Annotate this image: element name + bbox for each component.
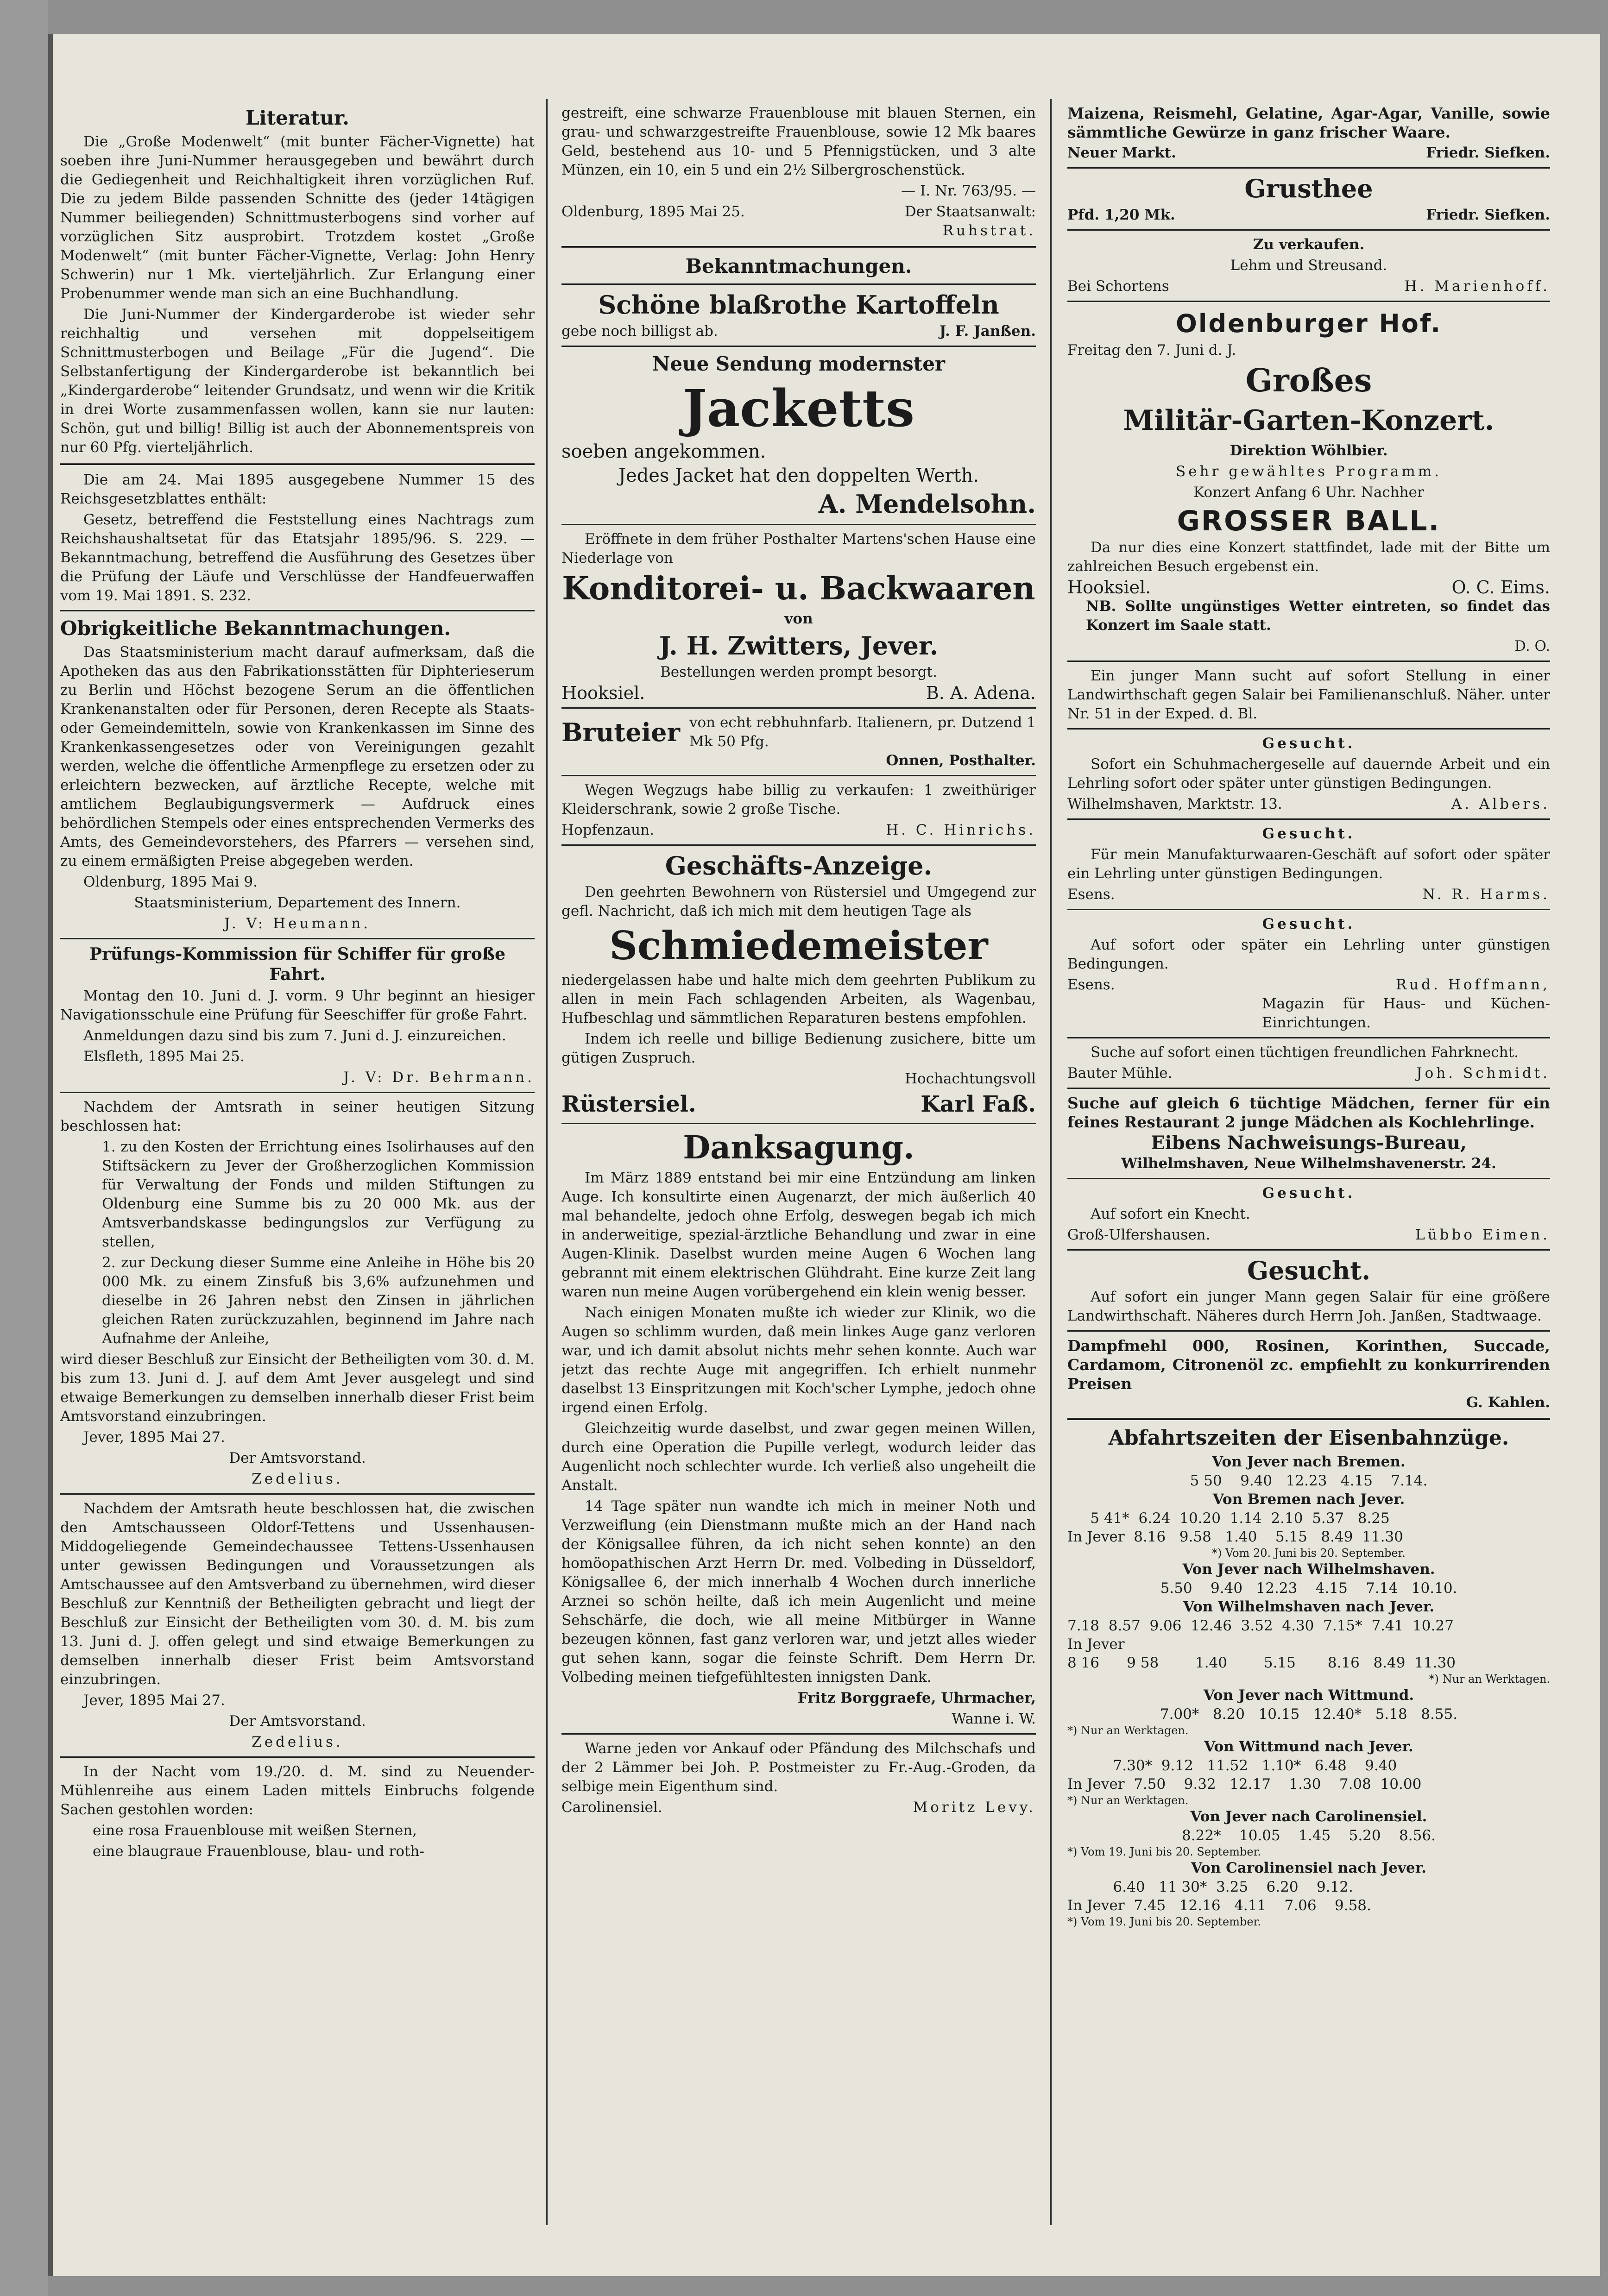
divider — [561, 844, 1036, 846]
divider — [561, 1733, 1036, 1735]
divider — [1067, 229, 1550, 231]
hotel-ad-ball: GROSSER BALL. — [1177, 505, 1441, 537]
farmhand-name: Joh. Schmidt. — [1416, 1065, 1550, 1082]
divider — [1067, 728, 1550, 730]
notice-date: Oldenburg, 1895 Mai 9. — [83, 874, 258, 890]
divider — [1067, 1249, 1550, 1251]
notice-signature: Zedelius. — [252, 1734, 343, 1750]
tea-ad-row — [1067, 206, 1550, 225]
timetable-times: 5.50 9.40 12.23 4.15 7.14 10.10. — [1160, 1580, 1457, 1597]
warning-name: Moritz Levy. — [913, 1799, 1036, 1816]
timetable-times: 7.30* 9.12 11.52 1.10* 6.48 9.40 — [1067, 1757, 1397, 1774]
wanted-place: Groß-Ulfershausen. — [1067, 1227, 1211, 1243]
timetable-heading: Abfahrtszeiten der Eisenbahnzüge. — [1108, 1426, 1509, 1450]
exam-notice-text: Anmeldungen dazu sind bis zum 7. Juni d. J. einzureichen. — [83, 1027, 506, 1044]
divider — [561, 346, 1036, 347]
wanted-name: Rud. Hoffmann, — [1395, 976, 1550, 993]
wanted-heading: Gesucht. — [1262, 825, 1356, 842]
reichsgesetzblatt-notice: Die am 24. Mai 1895 ausgegebene Nummer 15 des Reichsgesetzblattes enthält: — [60, 472, 535, 507]
jacket-ad-text: Jedes Jacket hat den doppelten Werth. — [618, 465, 979, 486]
thanks-text: Nach einigen Monaten mußte ich wieder zur Klinik, wo die Augen so schlimm wurden, daß mein linkes Auge ganz verloren war, und ich damit absolut nichts mehr sehen konnte. Auch war jetzt das rechte Auge mit angegriffen. Ich erhielt nunmehr daselbst 13 Einspritzungen mit Koch'scher Lymphe, jedoch ohne irgend einen Erfolg. — [561, 1304, 1036, 1416]
divider — [561, 283, 1036, 285]
for-sale-name: H. Marienhoff. — [1404, 278, 1550, 295]
hotel-ad-heading: Oldenburger Hof. — [1176, 309, 1442, 338]
scan-gutter — [0, 0, 48, 2296]
tea-ad-title: Grusthee — [1244, 174, 1373, 203]
divider — [1067, 1418, 1550, 1420]
wanted-place: Wilhelmshaven, Marktstr. 13. — [1067, 796, 1282, 812]
konditorei-ad-agent: B. A. Adena. — [926, 683, 1036, 703]
wanted-text: Auf sofort ein junger Mann gegen Salair für eine größere Landwirthschaft. Näheres durch Herrn Joh. Janßen, Stadtwaage. — [1067, 1289, 1550, 1324]
farmhand-row — [1067, 1064, 1550, 1083]
literature-heading: Literatur. — [246, 107, 349, 129]
wanted-name: Lübbo Eimen. — [1415, 1227, 1550, 1243]
timetable-note: *) Nur an Werktagen. — [1429, 1673, 1550, 1686]
timetable-route: Von Jever nach Wittmund. — [1203, 1687, 1414, 1704]
timetable-route: Von Carolinensiel nach Jever. — [1191, 1860, 1427, 1876]
notice-date: Jever, 1895 Mai 27. — [83, 1692, 225, 1709]
divider — [1067, 1178, 1550, 1179]
timetable-route: Von Jever nach Bremen. — [1212, 1453, 1406, 1470]
timetable-route: Von Bremen nach Jever. — [1212, 1491, 1405, 1508]
timetable-note: *) Vom 20. Juni bis 20. September. — [1211, 1547, 1406, 1560]
timetable-times: In Jever 7.50 9.32 12.17 1.30 7.08 10.00 — [1067, 1776, 1422, 1793]
divider — [1067, 1330, 1550, 1332]
theft-item: eine blaugraue Frauenblouse, blau- und roth- — [93, 1843, 424, 1860]
theft-notice-continued: gestreift, eine schwarze Frauenblouse mit blauen Sternen, ein grau- und schwarzgestreifte Frauenblouse, sowie 12 Mk baares Geld, bestehend aus 10- und 5 Pfennigstücken, und 3 alte Münzen, ein 10, ein 5 und ein 2½ Silbergroschenstück. — [561, 105, 1036, 178]
business-ad-text: niedergelassen habe und halte mich dem geehrten Publikum zu allen in mein Fach schlagenden Arbeiten, als Wagenbau, Hufbeschlag und sämmtlichen Reparaturen bestens empfohlen. — [561, 972, 1036, 1026]
amtsrath-notice-text: wird dieser Beschluß zur Einsicht der Betheiligten vom 30. d. M. bis zum 13. Juni d. J. auf dem Amt Jever ausgelegt und sind etwaige Bemerkungen zu demselben innerhalb dieser Frist beim Amtsvorstand einzubringen. — [60, 1351, 535, 1425]
divider — [60, 1493, 535, 1495]
hotel-ad-name: O. C. Eims. — [1451, 577, 1550, 598]
amtsrath-item: 1. zu den Kosten der Errichtung eines Isolirhauses auf den Stiftsäckern zu Jever der Großherzoglichen Kommission für Verwaltung der Fonds und milden Stiftungen zu Oldenburg eine Summe bis zu 20 000 Mk. aus der Amtsverbandskasse bedingungslos zur Verfügung zu stellen, — [102, 1139, 535, 1250]
notice-signature: Zedelius. — [252, 1471, 343, 1487]
farmhand-place: Bauter Mühle. — [1067, 1065, 1173, 1082]
notice-date: Elsfleth, 1895 Mai 25. — [83, 1048, 245, 1065]
farmhand-wanted-text: Suche auf sofort einen tüchtigen freundlichen Fahrknecht. — [1091, 1044, 1519, 1061]
wanted-name: N. R. Harms. — [1422, 886, 1550, 903]
wanted-big-heading: Gesucht. — [1247, 1256, 1371, 1285]
hotel-ad-note: NB. Sollte ungünstiges Wetter eintreten, so findet das Konzert im Saale statt. — [1086, 598, 1550, 634]
reichsgesetzblatt-contents: Gesetz, betreffend die Feststellung eines Nachtrags zum Reichshaushaltsetat für das Etatsjahr 1895/96. S. 229. — Bekanntmachung, betreffend die Ausführung des Gesetzes über die Prüfung der Läufe und Verschlüsse der Handfeuerwaffen vom 19. Mai 1891. S. 232. — [60, 511, 535, 604]
hotel-ad-place: Hooksiel. — [1067, 577, 1151, 598]
thanks-heading: Danksagung. — [683, 1129, 914, 1166]
spice-ad-text: Maizena, Reismehl, Gelatine, Agar-Agar, Vanille, sowie sämmtliche Gewürze in ganz frischer Waare. — [1067, 104, 1550, 141]
notice-signature: Ruhstrat. — [942, 222, 1036, 239]
for-sale-text: Lehm und Streusand. — [1230, 257, 1387, 274]
divider — [60, 463, 535, 465]
column-middle — [561, 104, 1036, 2216]
timetable-times: In Jever — [1067, 1636, 1125, 1653]
column-right — [1067, 104, 1550, 2216]
timetable-route: Von Jever nach Wilhelmshaven. — [1182, 1561, 1435, 1578]
divider — [561, 1123, 1036, 1124]
divider — [561, 775, 1036, 776]
notice-signature: Staatsministerium, Departement des Innern. — [134, 894, 461, 911]
notice-signature: J. V: Heumann. — [224, 915, 371, 932]
business-ad-name: Karl Faß. — [921, 1091, 1036, 1117]
bruteier-ad-title: Bruteier — [561, 717, 680, 747]
tea-ad-name: Friedr. Siefken. — [1426, 207, 1550, 223]
hotel-ad-initials: D. O. — [1514, 638, 1550, 654]
timetable-times: In Jever 7.45 12.16 4.11 7.06 9.58. — [1067, 1897, 1371, 1914]
business-ad-text: Indem ich reelle und billige Bedienung zusichere, bitte um gütigen Zuspruch. — [561, 1031, 1036, 1066]
konditorei-ad-title: Konditorei- u. Backwaaren — [562, 570, 1035, 607]
bruteier-ad — [561, 713, 1036, 751]
divider — [60, 1756, 535, 1758]
thanks-text: Im März 1889 entstand bei mir eine Entzündung am linken Auge. Ich konsultirte einen Augenarzt, der mich äußerlich 40 mal behandelte, jedoch ohne Erfolg, deswegen begab ich mich in anderweitige, spezial-ärztliche Behandlung und zwar in eine Augen-Klinik. Daselbst wurden meine Augen 6 Wochen lang gebrannt mit einem elektrischen Glühdraht. Eine kurze Zeit lang waren nun meine Augen vorübergehend ein klein wenig besser. — [561, 1170, 1036, 1300]
konditorei-ad-row — [561, 684, 1036, 703]
amtsrath-notice-text: Nachdem der Amtsrath heute beschlossen hat, die zwischen den Amtschausseen Oldorf-Tettens und Ussenhausen-Middogeliegende Gemeindechaussee Tettens-Ussenhausen unter gewissen Bedingungen und Voraussetzungen als Amtschaussee auf den Amtsverband zu übernehmen, wird dieser Beschluß zur Kenntniß der Betheiligten gebracht und liegt der Beschluß zur Einsicht der Betheiligten vom 30. d. M. bis zum 13. Juni d. J. offen gelegt und sind etwaige Bemerkungen zu demselben innerhalb dieser Frist beim Amtsvorstand einzubringen. — [60, 1500, 535, 1688]
warning-text: Warne jeden vor Ankauf oder Pfändung des Milchschafs und der 2 Lämmer bei Joh. P. Postmeister zu Fr.-Aug.-Groden, da selbige mein Eigenthum sind. — [561, 1740, 1036, 1795]
timetable-route: Von Jever nach Carolinensiel. — [1190, 1808, 1427, 1825]
timetable-times: 5 41* 6.24 10.20 1.14 2.10 5.37 8.25 — [1067, 1510, 1390, 1527]
for-sale-place: Bei Schortens — [1067, 278, 1169, 295]
notice-date: Jever, 1895 Mai 27. — [83, 1429, 225, 1446]
maids-wanted-text: Suche auf gleich 6 tüchtige Mädchen, ferner für ein feines Restaurant 2 junge Mädchen als Kochlehrlinge. — [1067, 1094, 1550, 1131]
timetable — [1067, 1453, 1550, 1929]
divider — [561, 246, 1036, 248]
potato-ad-name: J. F. Janßen. — [939, 323, 1036, 340]
timetable-route: Von Wittmund nach Jever. — [1204, 1738, 1413, 1755]
wanted-row — [1067, 1226, 1550, 1245]
timetable-times: 5 50 9.40 12.23 4.15 7.14. — [1190, 1472, 1428, 1489]
divider — [1067, 1088, 1550, 1089]
hotel-ad-program: Sehr gewähltes Programm. — [1175, 463, 1442, 480]
potato-ad-row — [561, 322, 1036, 341]
business-ad-closing: Hochachtungsvoll — [905, 1070, 1036, 1087]
divider — [1067, 909, 1550, 910]
notice-signature: Der Amtsvorstand. — [229, 1450, 366, 1466]
wanted-row — [1067, 975, 1550, 994]
wanted-business: Magazin für Haus- und Küchen-Einrichtungen. — [1262, 995, 1550, 1031]
wanted-text: Auf sofort oder später ein Lehrling unter günstigen Bedingungen. — [1067, 937, 1550, 972]
amtsrath-item: 2. zur Deckung dieser Summe eine Anleihe in Höhe bis 20 000 Mk. zu einem Zinsfuß bis 3,6% aufzunehmen und dieselbe in 26 Jahren nebst den Zinsen in jährlichen gleichen Raten zurückzuzahlen, beginnend im Jahre nach Aufnahme der Anleihe, — [102, 1254, 535, 1347]
jacket-ad-intro: Neue Sendung modernster — [652, 352, 946, 375]
thanks-text: 14 Tage später nun wandte ich mich in meiner Noth und Verzweiflung (ein Dienstmann mußte mich an der Hand nach der Königsallee führen, da ich nicht sehen konnte) an den homöopathischen Arzt Herrn Dr. med. Volbeding in Düsseldorf, Königsallee 6, der mich innerhalb 4 Wochen durch innerliche Arznei so schön heilte, daß ich mein Augenlicht und meine Sehschärfe, die doch, wie all meine Mitbürger in Wanne bezeugen können, fast ganz verloren war, und jetzt alles wieder gut sehen kann, sogar die feinste Schrift. Dem Herrn Dr. Volbeding meinen tiefgefühltesten innigsten Dank. — [561, 1498, 1036, 1686]
wanted-text: Auf sofort ein Knecht. — [1091, 1206, 1250, 1222]
divider — [561, 707, 1036, 709]
timetable-route: Von Wilhelmshaven nach Jever. — [1183, 1598, 1435, 1615]
wanted-place: Esens. — [1067, 886, 1115, 903]
divider — [60, 1092, 535, 1093]
flour-ad-name: G. Kahlen. — [1466, 1394, 1550, 1411]
bruteier-ad-name: Onnen, Posthalter. — [886, 752, 1036, 769]
timetable-note: *) Nur an Werktagen. — [1067, 1794, 1189, 1807]
thanks-signature: Fritz Borggraefe, Uhrmacher, — [797, 1690, 1036, 1706]
konditorei-ad-text: Bestellungen werden prompt besorgt. — [660, 664, 937, 680]
jacket-ad-title: Jacketts — [682, 378, 915, 438]
for-sale-heading: Zu verkaufen. — [1253, 236, 1365, 253]
wegzug-ad-name: H. C. Hinrichs. — [886, 822, 1036, 838]
exam-commission-heading: Prüfungs-Kommission für Schiffer für große Fahrt. — [89, 944, 506, 984]
business-ad-place: Rüstersiel. — [561, 1091, 696, 1117]
business-ad-text: Den geehrten Bewohnern von Rüstersiel und Umgegend zur gefl. Nachricht, daß ich mich mit dem heutigen Tage als — [561, 884, 1036, 919]
bureau-name: Eibens Nachweisungs-Bureau, — [1151, 1132, 1467, 1154]
timetable-times: In Jever 8.16 9.58 1.40 5.15 8.49 11.30 — [1067, 1529, 1403, 1545]
tea-ad-price: Pfd. 1,20 Mk. — [1067, 207, 1175, 223]
konditorei-ad-place: Hooksiel. — [561, 683, 645, 703]
theft-notice-text: In der Nacht vom 19./20. d. M. sind zu Neuender-Mühlenreihe aus einem Laden mittels Einbruchs folgende Sachen gestohlen worden: — [60, 1763, 535, 1818]
divider — [1067, 301, 1550, 302]
bruteier-ad-text: von echt rebhuhnfarb. Italienern, pr. Dutzend 1 Mk 50 Pfg. — [689, 714, 1036, 750]
jacket-ad-text: soeben angekommen. — [561, 441, 766, 462]
hotel-ad-text: Da nur dies eine Konzert stattfindet, lade mit der Bitte um zahlreichen Besuch ergebenst ein. — [1067, 539, 1550, 575]
business-ad-title: Schmiedemeister — [609, 923, 988, 969]
hotel-ad-concert-title: Militär-Garten-Konzert. — [1123, 404, 1494, 437]
spice-ad-row — [1067, 144, 1550, 163]
theft-item: eine rosa Frauenblouse mit weißen Sternen, — [93, 1822, 417, 1839]
thanks-text: Gleichzeitig wurde daselbst, und zwar gegen meinen Willen, durch eine Operation die Pupille verlegt, wodurch leider das Augenlicht noch schlechter wurde. Ich verließ also ungeheilt die Anstalt. — [561, 1420, 1036, 1494]
for-sale-row — [1067, 277, 1550, 296]
warning-place: Carolinensiel. — [561, 1799, 662, 1816]
wanted-heading: Gesucht. — [1262, 1185, 1356, 1201]
literature-paragraph: Die Juni-Nummer der Kindergarderobe ist wieder sehr reichhaltig und versehen mit doppelseitigem Schnittmusterbogen und Beilage „Für die Jugend“. Die Selbstanfertigung der Kindergarderobe ist bekanntlich bei „Kindergarderobe“ leitender Grundsatz, und wenn wir die Kritik in drei Worte zusammenfassen wollen, kann sie nur lauten: Schön, gut und billig! Billig ist auch der Abonnementspreis von nur 60 Pfg. vierteljährlich. — [60, 306, 535, 456]
spice-ad-place: Neuer Markt. — [1067, 145, 1176, 161]
literature-paragraph: Die „Große Modenwelt“ (mit bunter Fächer-Vignette) hat soeben ihre Juni-Nummer herausgegeben und bewährt durch die Gediegenheit und Reichhaltigkeit ihren vorzüglichen Ruf. Die zu jedem Bilde passenden Schnitte des (jeder 14tägigen Nummer beiliegenden) Schnittmusterbogens sind vorher auf vorzüglichen Sitz ausprobirt. Trotzdem kostet „Große Modenwelt“ (mit bunter Fächer-Vignette, Verlag: John Henry Schwerin) nur 1 Mk. vierteljährlich. Zur Erlangung einer Probenummer wende man sich an eine Buchhandlung. — [60, 133, 535, 302]
timetable-note: *) Vom 19. Juni bis 20. September. — [1067, 1845, 1261, 1858]
wanted-heading: Gesucht. — [1262, 735, 1356, 752]
column-rule — [546, 99, 548, 2225]
notice-signature: Der Staatsanwalt: — [904, 203, 1036, 220]
hotel-ad-start: Konzert Anfang 6 Uhr. Nachher — [1193, 484, 1424, 501]
newspaper-page — [48, 34, 1600, 2276]
wanted-row — [1067, 795, 1550, 814]
konditorei-ad-von: von — [784, 610, 813, 627]
wanted-place: Esens. — [1067, 976, 1115, 993]
divider — [60, 938, 535, 939]
signature-row — [561, 202, 1036, 221]
bureau-address: Wilhelmshaven, Neue Wilhelmshavenerstr. 24. — [1121, 1155, 1496, 1172]
wanted-heading: Gesucht. — [1262, 916, 1356, 932]
warning-row — [561, 1798, 1036, 1817]
divider — [561, 524, 1036, 525]
business-ad-heading: Geschäfts-Anzeige. — [665, 851, 933, 881]
timetable-times: 8 16 9 58 1.40 5.15 8.16 8.49 11.30 — [1067, 1654, 1456, 1671]
notice-date: Oldenburg, 1895 Mai 25. — [561, 203, 745, 220]
jacket-ad-name: A. Mendelsohn. — [818, 489, 1036, 519]
thanks-signature: Wanne i. W. — [952, 1711, 1036, 1727]
flour-ad-text: Dampfmehl 000, Rosinen, Korinthen, Succade, Cardamom, Citronenöl zc. empfiehlt zu konkurrirenden Preisen — [1067, 1337, 1550, 1393]
konditorei-ad-text: Eröffnete in dem früher Posthalter Martens'schen Hause eine Niederlage von — [561, 531, 1036, 566]
timetable-times: 8.22* 10.05 1.45 5.20 8.56. — [1182, 1827, 1436, 1844]
konditorei-ad-name: J. H. Zwitters, Jever. — [659, 631, 939, 660]
notice-signature: Der Amtsvorstand. — [229, 1713, 366, 1730]
wanted-name: A. Albers. — [1451, 796, 1550, 812]
business-ad-row — [561, 1090, 1036, 1118]
timetable-times: 6.40 11 30* 3.25 6.20 9.12. — [1067, 1879, 1353, 1895]
case-reference: — I. Nr. 763/95. — — [901, 182, 1036, 199]
official-notices-heading: Obrigkeitliche Bekanntmachungen. — [60, 617, 451, 640]
notice-signature: J. V: Dr. Behrmann. — [343, 1069, 535, 1086]
divider — [1067, 818, 1550, 820]
timetable-note: *) Vom 19. Juni bis 20. September. — [1067, 1915, 1261, 1928]
potato-ad-text: gebe noch billigst ab. — [561, 323, 718, 340]
timetable-note: *) Nur an Werktagen. — [1067, 1724, 1189, 1737]
wanted-row — [1067, 885, 1550, 904]
divider — [1067, 1037, 1550, 1038]
column-left — [60, 104, 535, 2216]
wegzug-ad-place: Hopfenzaun. — [561, 822, 654, 838]
official-notice-text: Das Staatsministerium macht darauf aufmerksam, daß die Apotheken das aus den Fabrikationsstätten für Diphterieserum zu Berlin und Höchst bezogene Serum an die öffentlichen Krankenanstalten oder für Personen, deren Recepte als Staats- oder Gemeindemitteln, sowie von Krankenkassen im Sinne des Krankenkassengesetzes oder von Vereinigungen gezahlt werden, welche die öffentliche Armenpflege zu ersetzen oder zu erleichtern bezwecken, auf ärztliche Recepte, welche mit amtlichem Beglaubigungsvermerk — Aufdruck eines behördlichen Stempels oder eines entsprechenden Vermerks des Amts, des Gemeindevorstehers, des Pfarrers — versehen sind, zu einem ermäßigten Preise abgegeben werden. — [60, 644, 535, 869]
exam-notice-text: Montag den 10. Juni d. J. vorm. 9 Uhr beginnt an hiesiger Navigationsschule eine Prüfung für Seeschiffer für große Fahrt. — [60, 988, 535, 1023]
spice-ad-name: Friedr. Siefken. — [1426, 145, 1550, 161]
timetable-times: 7.18 8.57 9.06 12.46 3.52 4.30 7.15* 7.41 10.27 — [1067, 1617, 1454, 1634]
job-seeker-text: Ein junger Mann sucht auf sofort Stellung in einer Landwirthschaft gegen Salair bei Familienanschluß. Näher. unter Nr. 51 in der Exped. d. Bl. — [1067, 667, 1550, 722]
timetable-times: 7.00* 8.20 10.15 12.40* 5.18 8.55. — [1160, 1706, 1458, 1723]
wanted-text: Sofort ein Schuhmachergeselle auf dauernde Arbeit und ein Lehrling sofort oder später unter günstigen Bedingungen. — [1067, 756, 1550, 792]
divider — [1067, 660, 1550, 662]
amtsrath-notice-text: Nachdem der Amtsrath in seiner heutigen Sitzung beschlossen hat: — [60, 1099, 535, 1134]
wanted-text: Für mein Manufakturwaaren-Geschäft auf sofort oder später ein Lehrling unter günstigen Bedingungen. — [1067, 846, 1550, 882]
divider — [60, 610, 535, 611]
wegzug-ad-row — [561, 821, 1036, 840]
potato-ad-title: Schöne blaßrothe Kartoffeln — [598, 290, 999, 320]
hotel-ad-row — [1067, 578, 1550, 597]
wegzug-ad-text: Wegen Wegzugs habe billig zu verkaufen: 1 zweithüriger Kleiderschrank, sowie 2 große Tische. — [561, 782, 1036, 818]
hotel-ad-big-title: Großes — [1245, 362, 1372, 399]
hotel-ad-date: Freitag den 7. Juni d. J. — [1067, 342, 1236, 359]
divider — [1067, 167, 1550, 169]
hotel-ad-direction: Direktion Wöhlbier. — [1230, 442, 1388, 459]
announcements-heading: Bekanntmachungen. — [685, 255, 912, 277]
column-rule — [1050, 99, 1052, 2225]
